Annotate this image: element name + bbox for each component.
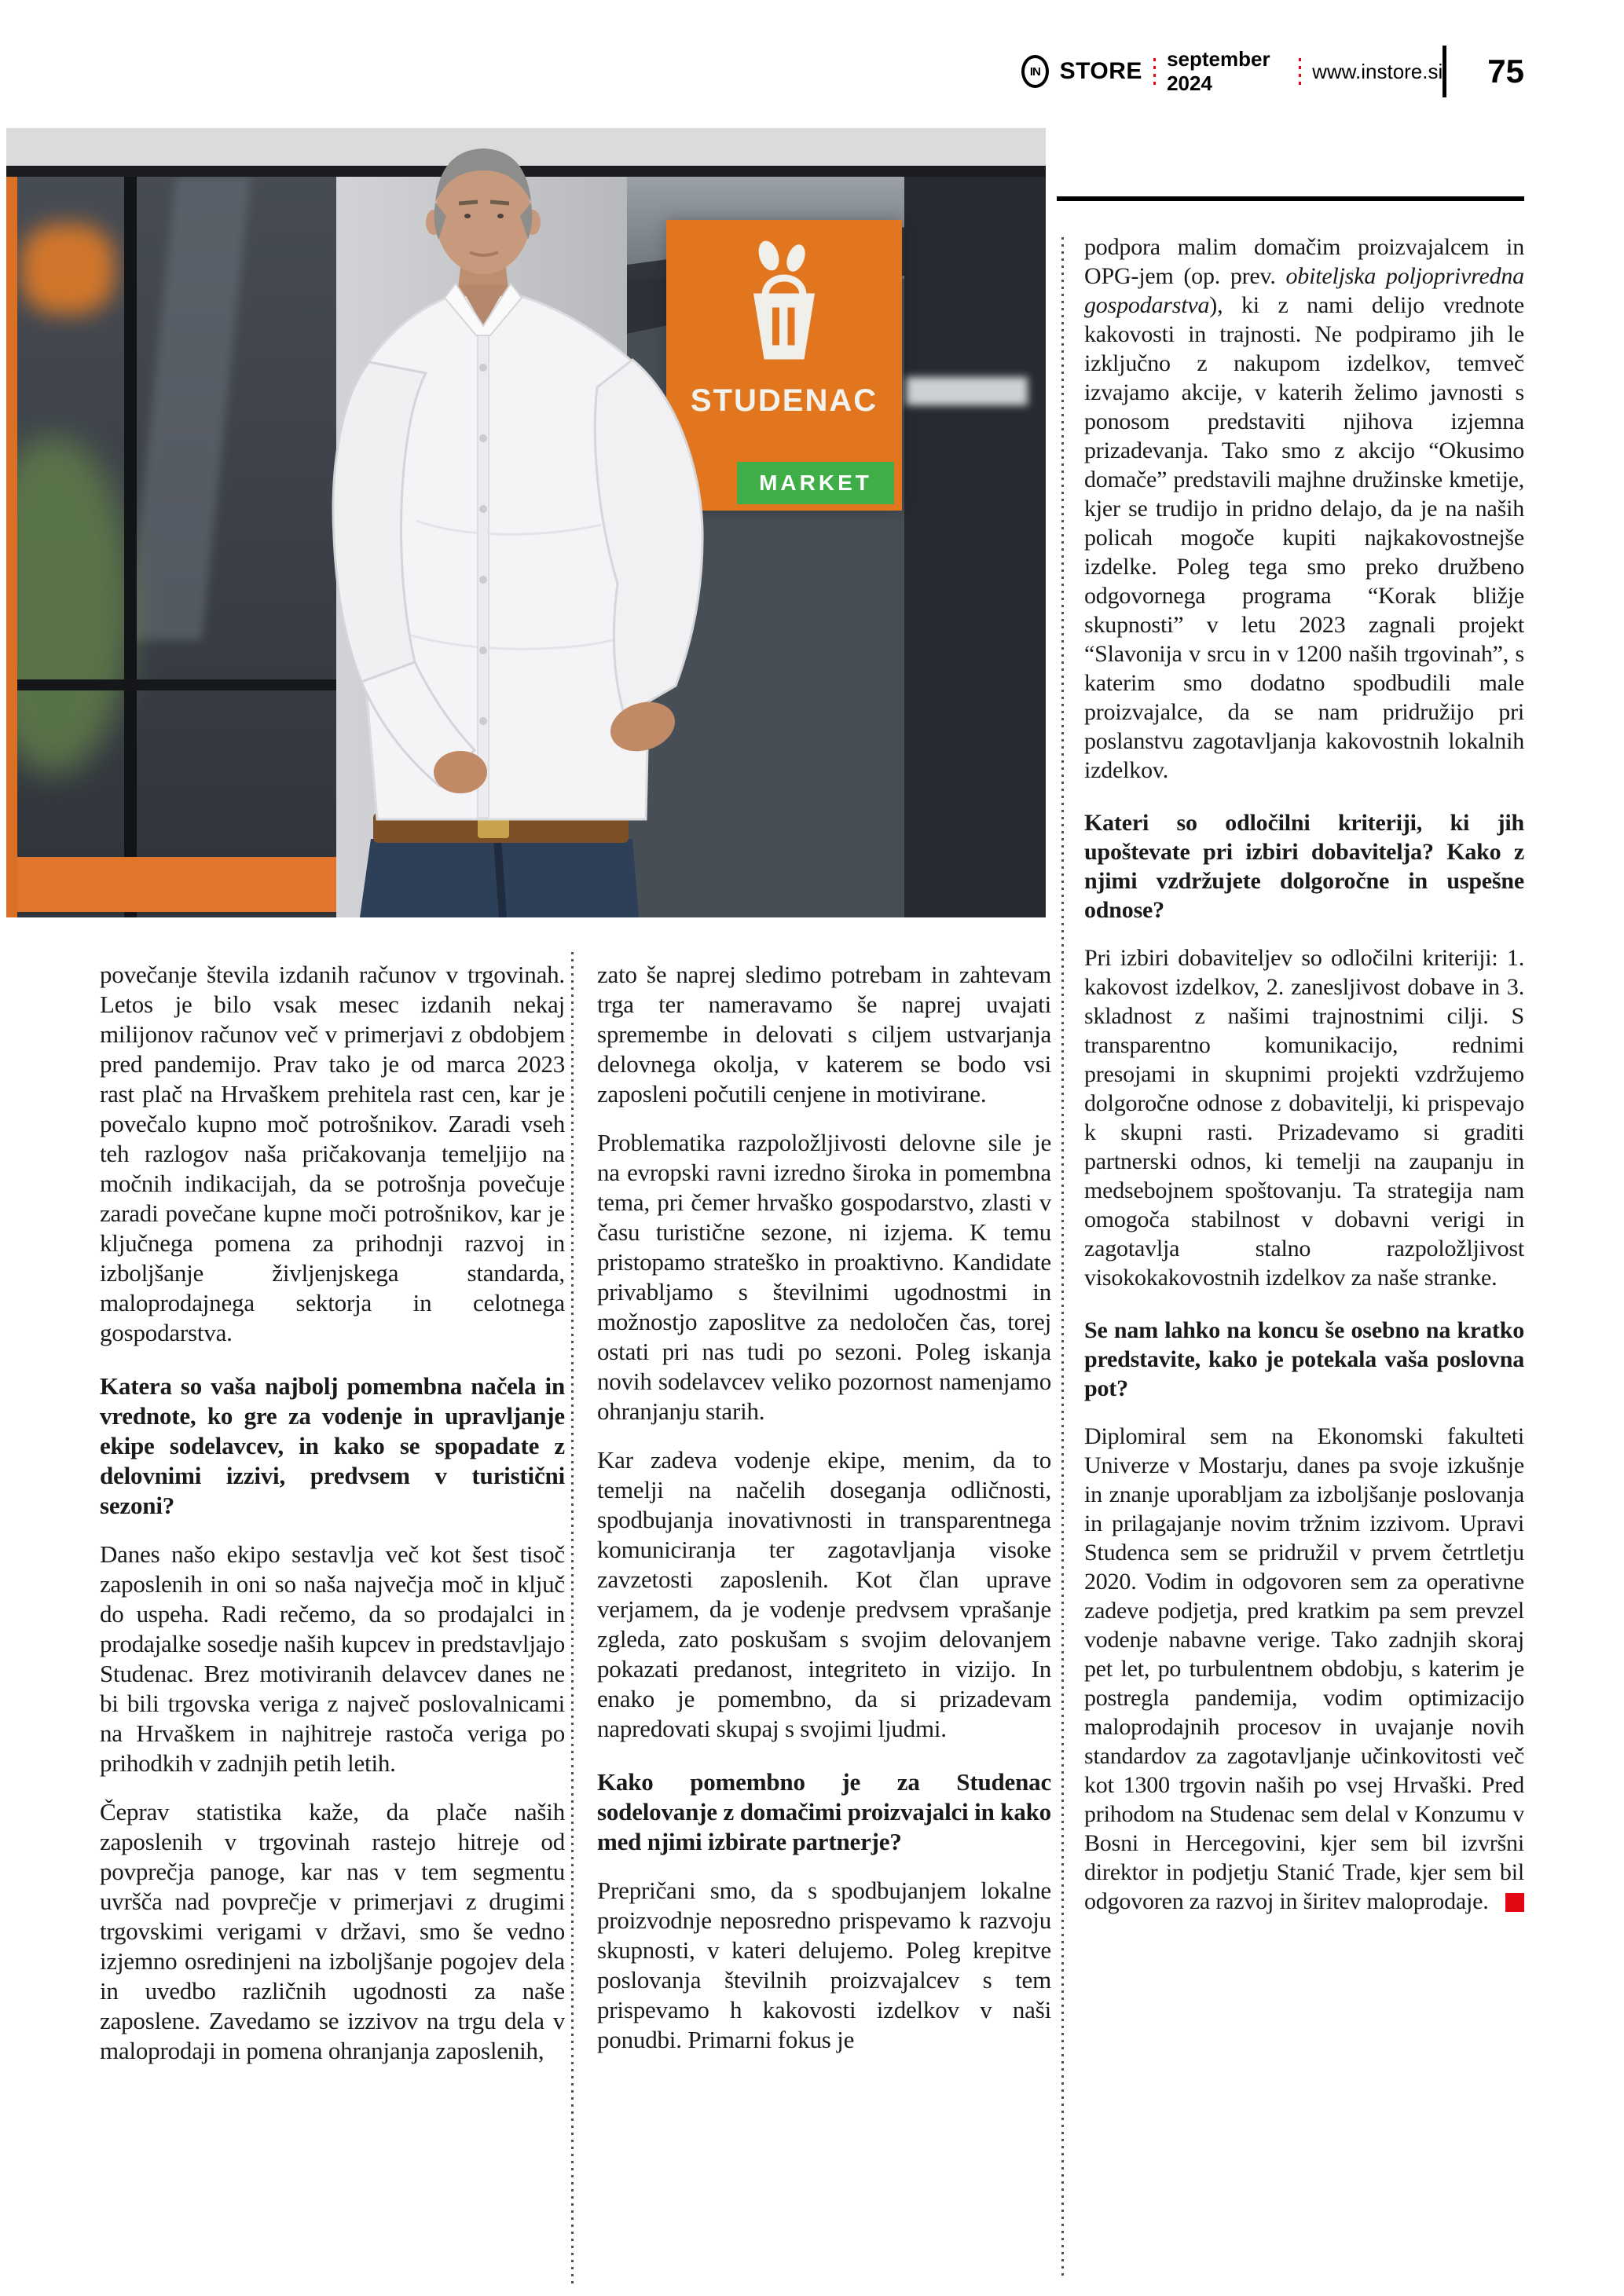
instore-logo-icon: IN xyxy=(1021,55,1049,88)
orange-reflection xyxy=(20,224,115,314)
separator-dotted-icon xyxy=(1299,58,1301,85)
logo-text: STORE xyxy=(1059,58,1142,84)
article-column-2 xyxy=(597,960,1051,2289)
article-paragraph: Prepričani smo, da s spodbujanjem lokalne proizvodnje neposredno prispevamo k razvoju skupnosti, v kateri delujemo. Poleg krepitve poslovanja številnih proizvajalcev s tem prispevamo h kakovosti izdelkov v naši ponudbi. Primarni fokus je xyxy=(597,1877,1051,2053)
interviewee-photo xyxy=(6,128,1046,917)
glass-reflection xyxy=(127,177,251,640)
page-header xyxy=(1021,43,1524,100)
small-sign-reflection xyxy=(906,377,1028,405)
article-paragraph: zato še naprej sledimo potrebam in zahtevam trga ter nameravamo še naprej uvajati spremembe in delovati s ciljem ustvarjanja delovnega okolja, v katerem se bodo vsi zaposleni počutili cenjene in motivirane. xyxy=(597,961,1051,1108)
article-paragraph: povečanje števila izdanih računov v trgovinah. Letos je bilo vsak mesec izdanih nekaj milijonov računov več v primerjavi z obdobjem pred pandemijo. Prav tako je od marca 2023 rast plač na Hrvaškem prehitela rast cen, kar je povečalo kupno moč potrošnikov. Zaradi vseh teh razlogov naša pričakovanja temeljijo na močnih indikacijah, da se potrošnja povečuje zaradi povečane kupne moči potrošnikov, kar je ključnega pomena za prihodnji razvoj in izboljšanje življenjskega standarda, maloprodajnega sektorja in celotnega gospodarstva. xyxy=(100,961,565,1346)
article-paragraph: podpora malim domačim proizvajalcem in OPG-jem (op. prev. obiteljska poljoprivredna gospodarstva), ki z nami delijo vrednote kakovosti in trajnosti. Ne podpiramo jih le izključno z nakupom izdelkov, temveč izvajamo akcije, v katerih želimo javnosti s ponosom predstaviti njihova izjemna prizadevanja. Tako smo z akcijo “Okusimo domače” predstavili majhne družinske kmetije, kjer se trudijo in pridno delajo, da je na naših policah mogoče kupiti najkakovostnejše izdelke. Poleg tega smo preko družbeno odgovornega programa “Korak bližje skupnosti” v letu 2023 zagnali projekt “Slavonija v srcu in v 1200 naših trgovinah”, s katerim smo dodatno spodbudili male proizvajalce, da se nam pridružijo pri poslanstvu zagotavljanja kakovostnih lokalnih izdelkov. xyxy=(1084,234,1524,783)
storefront-window-left xyxy=(6,177,336,917)
orange-frame-edge xyxy=(6,177,17,917)
orange-sill xyxy=(6,857,336,912)
sign-subtitle: MARKET xyxy=(737,462,894,504)
magazine-logo xyxy=(1021,47,1443,96)
column-divider xyxy=(571,952,574,2286)
article-column-3 xyxy=(1084,233,1524,2286)
separator-dotted-icon xyxy=(1153,58,1156,85)
store-door xyxy=(904,177,1046,917)
interview-question: Katera so vaša najbolj pomembna načela in vrednote, ko gre za vodenje in upravljanje ekipe sodelavcev, in kako se spopadate z delovnimi izzivi, predvsem v turistični sezoni? xyxy=(100,1372,565,1519)
article-paragraph: Danes našo ekipo sestavlja več kot šest tisoč zaposlenih in oni so naša največja moč in ključ do uspeha. Radi rečemo, da so prodajalci in prodajalke sosedje naših kupcev in predstavljajo Studenac. Brez motiviranih delavcev danes ne bi bili trgovska veriga z največ poslovalnicami na Hrvaškem in najhitreje rastoča veriga po prihodkih v zadnjih petih letih. xyxy=(100,1540,565,1777)
issue-date: september 2024 xyxy=(1167,47,1270,95)
article-paragraph: Kar zadeva vodenje ekipe, menim, da to temelji na načelih doseganja odličnosti, spodbujanja inovativnosti in transparentnega komuniciranja ter zagotavljanja visoke zavzetosti zaposlenih. Kot član uprave verjamem, da je vodenje predvsem vprašanje zgleda, zato poskušam s svojim delovanjem pokazati predanost, integriteto in vizijo. In enako je pomembno, da si prizadevam napredovati skupaj s svojimi ljudmi. xyxy=(597,1446,1051,1742)
article-paragraph: Čeprav statistika kaže, da plače naših zaposlenih v trgovinah rastejo hitreje od povprečja panoge, kar nas v tem segmentu uvršča nad povprečje v primerjavi z drugimi trgovskimi verigami v državi, smo še vedno izjemno osredinjeni na izboljšanje pogojev dela in uvedbo različnih ugodnosti za naše zaposlene. Zavedamo se izzivov na trgu dela v maloprodaji in pomena ohranjanja zaposlenih, xyxy=(100,1798,565,2064)
interview-question: Kateri so odločilni kriteriji, ki jih upoštevate pri izbiri dobavitelja? Kako z njimi vzdržujete dolgoročne in uspešne odnose? xyxy=(1084,810,1524,923)
window-mullion xyxy=(124,177,137,917)
sign-title: STUDENAC xyxy=(690,383,878,418)
window-mullion xyxy=(6,679,336,690)
foliage-reflection xyxy=(6,436,132,774)
website-link[interactable]: www.instore.si xyxy=(1312,59,1443,83)
article-end-marker xyxy=(1505,1893,1524,1912)
person-photo xyxy=(299,128,754,917)
page-number-block xyxy=(1443,46,1524,97)
divider-bar xyxy=(1443,46,1446,97)
interview-question: Se nam lahko na koncu še osebno na kratko predstavite, kako je potekala vaša poslovna pot? xyxy=(1084,1317,1524,1401)
column-divider xyxy=(1061,237,1064,2278)
page-number: 75 xyxy=(1487,53,1524,90)
article-paragraph: Diplomiral sem na Ekonomski fakulteti Univerze v Mostarju, danes pa svoje izkušnje in znanje uporabljam za izboljšanje poslovanja in prilagajanje novim tržnim izzivom. Upravi Studenca sem se pridružil v prvem četrtletju 2020. Vodim in odgovoren sem za operativne zadeve podjetja, pred kratkim pa sem prevzel vodenje nabavne verige. Tako zadnjih skoraj pet let, po turbulentnem obdobju, s katerim je postregla pandemija, vodim optimizacijo maloprodajnih procesov in uvajanje novih standardov za zagotavljanje učinkovitosti več kot 1300 trgovin naših po vsej Hrvaški. Pred prihodom na Studenac sem delal v Konzumu v Bosni in Hercegovini, kjer sem bil izvršni direktor in podjetju Stanić Trade, kjer sem bil odgovoren za razvoj in širitev maloprodaje. xyxy=(1084,1423,1524,1914)
article-paragraph: Pri izbiri dobaviteljev so odločilni kriteriji: 1. kakovost izdelkov, 2. zanesljivost dobave in 3. skladnost z našimi trajnostnimi cilji. S transparentno komunikacijo, rednimi presojami in skupnimi projekti vzdržujemo dolgoročne odnose z dobavitelji, ki prispevajo k skupni rasti. Prizadevamo si graditi partnerski odnos, ki temelji na zaupanju in medsebojnem spoštovanju. Ta strategija nam omogoča stabilnost v dobavni verigi in zagotavlja stalno razpoložljivost visokokakovostnih izdelkov za naše stranke. xyxy=(1084,945,1524,1291)
article-paragraph: Problematika razpoložljivosti delovne sile je na evropski ravni izredno široka in pomembna tema, pri čemer hrvaško gospodarstvo, zlasti v času turistične sezone, ni izjema. K temu pristopamo strateško in proaktivno. Kandidate privabljamo s številnimi ugodnostmi in možnostjo zaposlitve za nedoločen čas, torej ostati pri nas tudi po sezoni. Poleg iskanja novih sodelavcev veliko pozornost namenjamo ohranjanju starih. xyxy=(597,1129,1051,1425)
section-rule xyxy=(1057,196,1524,201)
article-column-1 xyxy=(100,960,565,2289)
interview-question: Kako pomembno je za Studenac sodelovanje z domačimi proizvajalci in kako med njimi izbirate partnerje? xyxy=(597,1768,1051,1855)
